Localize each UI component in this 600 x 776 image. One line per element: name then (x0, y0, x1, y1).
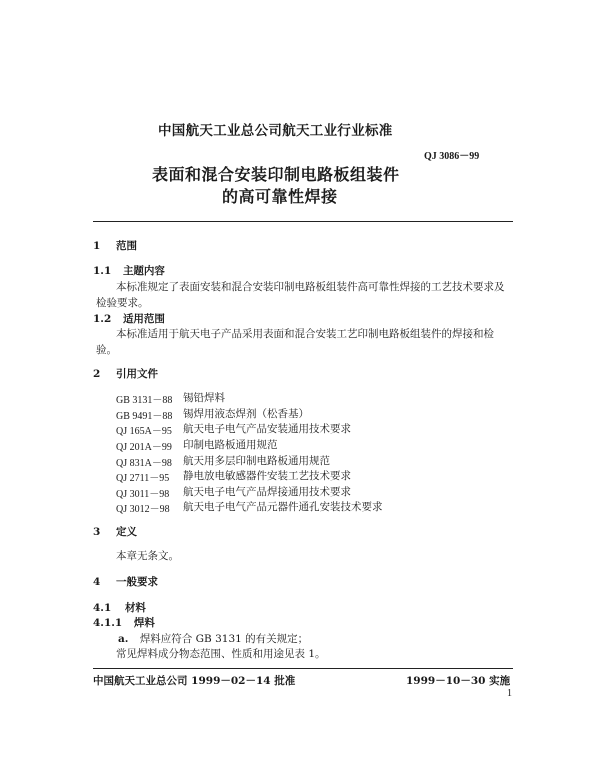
reference-code: QJ 3011－98 (116, 489, 170, 500)
reference-code: QJ 165A－95 (116, 426, 172, 437)
issuing-organization: 中国航天工业总公司航天工业行业标准 (158, 123, 393, 139)
reference-title: 印制电路板通用规范 (183, 439, 278, 451)
reference-title: 航天电子电气产品焊接通用技术要求 (183, 486, 351, 498)
section-1-2-title: 适用范围 (122, 313, 165, 325)
section-1-1-title: 主题内容 (122, 265, 165, 277)
section-4-1-1-number: 4.1.1 (93, 617, 123, 629)
section-3-title: 定义 (115, 526, 137, 538)
section-3-heading (93, 524, 137, 539)
section-4-1-number: 4.1 (93, 602, 112, 614)
section-4-1-title: 材料 (124, 602, 146, 614)
section-1-2-text-line2: 验。 (96, 344, 117, 356)
reference-title: 航天电子电气产品安装通用技术要求 (183, 423, 351, 435)
section-4-number: 4 (93, 576, 101, 588)
section-2-title: 引用文件 (115, 368, 158, 380)
list-item-a (118, 631, 308, 646)
section-3-number: 3 (93, 526, 101, 538)
section-1-2-heading (93, 311, 165, 326)
section-1-1-number: 1.1 (93, 265, 112, 277)
reference-title: 静电放电敏感器件安装工艺技术要求 (183, 470, 351, 482)
reference-code: QJ 201A－99 (116, 442, 172, 453)
effective-date: 1999－10－30 实施 (406, 675, 511, 687)
reference-title: 航天电子电气产品元器件通孔安装技术要求 (183, 501, 383, 513)
footer-divider (93, 668, 513, 669)
reference-title: 锡焊用液态焊剂（松香基） (183, 408, 309, 420)
reference-code: GB 3131－88 (116, 395, 173, 406)
list-item-a-marker: a. (118, 633, 129, 645)
approval-info: 中国航天工业总公司 1999－02－14 批准 (93, 675, 296, 687)
section-1-heading (93, 238, 137, 253)
reference-code: QJ 2711－95 (116, 473, 170, 484)
section-2-heading (93, 366, 158, 381)
section-1-1-heading (93, 263, 165, 278)
list-item-a-text: 焊料应符合 GB 3131 的有关规定； (139, 633, 309, 645)
reference-code: QJ 3012－98 (116, 504, 170, 515)
section-1-1-text-line1: 本标准规定了表面安装和混合安装印制电路板组装件高可靠性焊接的工艺技术要求及 (116, 281, 505, 293)
section-3-text: 本章无条文。 (116, 550, 179, 562)
section-1-title: 范围 (115, 240, 137, 252)
reference-title: 航天用多层印制电路板通用规范 (183, 455, 330, 467)
section-4-1-1-heading (93, 615, 155, 630)
section-1-1-text-line2: 检验要求。 (96, 297, 149, 309)
section-1-2-number: 1.2 (93, 313, 112, 325)
section-4-1-1-note: 常见焊料成分物态范围、性质和用途见表 1。 (116, 648, 326, 660)
section-2-number: 2 (93, 368, 101, 380)
header-divider (93, 221, 513, 222)
section-4-1-1-title: 焊料 (133, 617, 155, 629)
document-title-line1: 表面和混合安装印制电路板组装件 (152, 165, 400, 184)
standard-number: QJ 3086－99 (424, 151, 480, 162)
reference-code: QJ 831A－98 (116, 458, 172, 469)
section-4-1-heading (93, 600, 146, 615)
document-title-line2: 的高可靠性焊接 (222, 187, 338, 206)
section-4-heading (93, 574, 158, 589)
page-number: 1 (507, 688, 512, 699)
section-1-number: 1 (93, 240, 101, 252)
section-4-title: 一般要求 (115, 576, 158, 588)
reference-code: GB 9491－88 (116, 411, 173, 422)
reference-title: 锡铅焊料 (183, 392, 225, 404)
section-1-2-text-line1: 本标准适用于航天电子产品采用表面和混合安装工艺印制电路板组装件的焊接和检 (116, 328, 494, 340)
